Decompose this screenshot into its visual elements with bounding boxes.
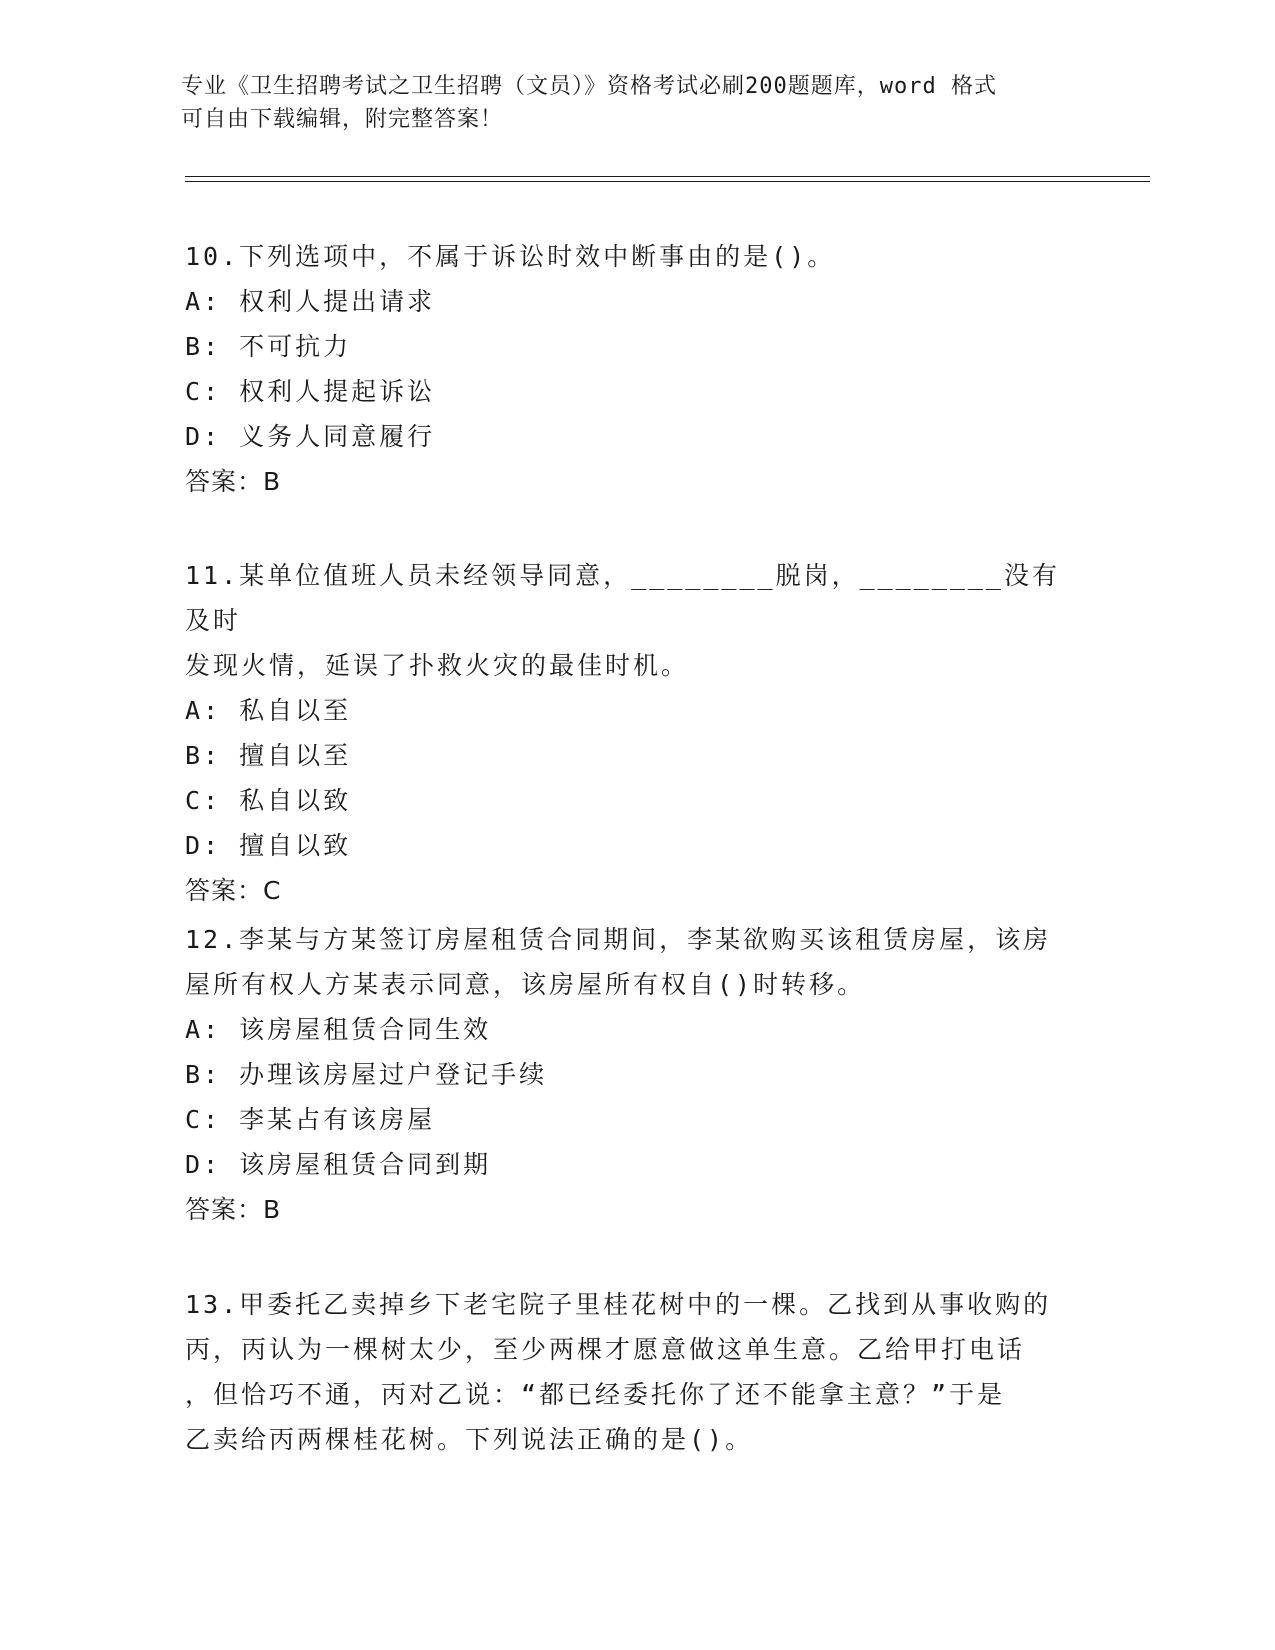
option-a xyxy=(185,1007,1075,1052)
header-line-1: 专业《卫生招聘考试之卫生招聘（文员）》资格考试必刷200题题库，word 格式 xyxy=(181,74,997,99)
option-text: 义务人同意履行 xyxy=(239,422,436,451)
header-line-2: 可自由下载编辑，附完整答案！ xyxy=(181,107,504,132)
option-label: C: xyxy=(185,786,222,815)
option-d xyxy=(185,414,1075,459)
question-10 xyxy=(185,234,1075,504)
option-text: 擅自以至 xyxy=(239,741,352,770)
option-label: D: xyxy=(185,1150,222,1179)
option-c xyxy=(185,1097,1075,1142)
option-text: 该房屋租赁合同生效 xyxy=(239,1015,492,1044)
option-b xyxy=(185,324,1075,369)
option-text: 办理该房屋过户登记手续 xyxy=(239,1060,548,1089)
answer: 答案：B xyxy=(185,1195,282,1224)
document-header xyxy=(181,70,1061,136)
question-13 xyxy=(185,1282,1075,1462)
option-text: 权利人提起诉讼 xyxy=(239,377,436,406)
option-b xyxy=(185,733,1075,778)
question-stem-line-4: 乙卖给丙两棵桂花树。下列说法正确的是()。 xyxy=(185,1425,754,1454)
header-divider-top xyxy=(185,176,1150,177)
option-text: 私自以致 xyxy=(239,786,352,815)
option-label: B: xyxy=(185,1060,222,1089)
option-text: 不可抗力 xyxy=(239,332,352,361)
option-a xyxy=(185,688,1075,733)
question-stem-line-2: 屋所有权人方某表示同意，该房屋所有权自()时转移。 xyxy=(185,970,866,999)
question-stem-line-1: 11.某单位值班人员未经领导同意，________脱岗，________没有及时 xyxy=(185,561,1060,635)
question-stem-line-1: 13.甲委托乙卖掉乡下老宅院子里桂花树中的一棵。乙找到从事收购的 xyxy=(185,1290,1052,1319)
option-text: 权利人提出请求 xyxy=(239,287,436,316)
option-text: 私自以至 xyxy=(239,696,352,725)
option-label: B: xyxy=(185,332,222,361)
header-divider-bottom xyxy=(185,181,1150,182)
option-d xyxy=(185,823,1075,868)
question-stem-line-1: 12.李某与方某签订房屋租赁合同期间，李某欲购买该租赁房屋，该房 xyxy=(185,925,1052,954)
option-label: A: xyxy=(185,287,222,316)
option-label: B: xyxy=(185,741,222,770)
answer: 答案：B xyxy=(185,467,282,496)
option-label: C: xyxy=(185,377,222,406)
question-stem: 10.下列选项中，不属于诉讼时效中断事由的是()。 xyxy=(185,242,836,271)
option-label: A: xyxy=(185,1015,222,1044)
option-c xyxy=(185,369,1075,414)
option-b xyxy=(185,1052,1075,1097)
option-text: 该房屋租赁合同到期 xyxy=(239,1150,492,1179)
question-stem-line-2: 丙，丙认为一棵树太少，至少两棵才愿意做这单生意。乙给甲打电话 xyxy=(185,1335,1026,1364)
question-stem-line-3: ，但恰巧不通，丙对乙说：“都已经委托你了还不能拿主意？”于是 xyxy=(185,1380,1006,1409)
answer: 答案：C xyxy=(185,876,282,905)
option-c xyxy=(185,778,1075,823)
option-a xyxy=(185,279,1075,324)
question-11 xyxy=(185,553,1075,913)
option-text: 李某占有该房屋 xyxy=(239,1105,436,1134)
option-label: D: xyxy=(185,422,222,451)
option-label: D: xyxy=(185,831,222,860)
question-12 xyxy=(185,917,1075,1232)
option-text: 擅自以致 xyxy=(239,831,352,860)
question-stem-line-2: 发现火情，延误了扑救火灾的最佳时机。 xyxy=(185,651,690,680)
option-label: A: xyxy=(185,696,222,725)
option-d xyxy=(185,1142,1075,1187)
option-label: C: xyxy=(185,1105,222,1134)
